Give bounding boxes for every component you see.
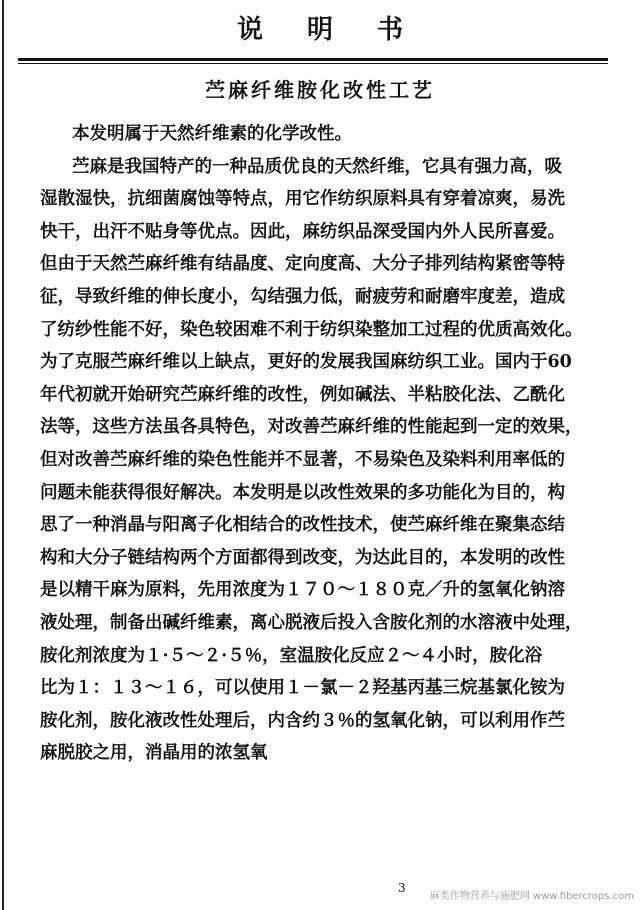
document-title: 苎麻纤维胺化改性工艺: [205, 78, 435, 102]
text-line: 问题未能获得很好解决。本发明是以改性效果的多功能化为目的，构: [40, 482, 565, 503]
text-line: 思了一种消晶与阳离子化相结合的改性技术，使苎麻纤维在聚集态结: [40, 515, 565, 536]
header-rule-thin: [18, 63, 608, 64]
text-line: 但由于天然苎麻纤维有结晶度、定向度高、大分子排列结构紧密等特: [40, 254, 565, 275]
text-line: 是以精干麻为原料，先用浓度为１７０～１８０克／升的氢氧化钠溶: [40, 580, 565, 601]
text-line: 了纺纱性能不好，染色较困难不利于纺织染整加工过程的优质高效化。: [40, 319, 583, 340]
text-line: 苎麻是我国特产的一种品质优良的天然纤维，它具有强力高，吸: [72, 156, 562, 177]
text-line: 比为１：１３～１６，可以使用１－氯－２羟基丙基三烷基氯化铵为: [40, 678, 565, 699]
text-line: 法等，这些方法虽各具特色，对改善苎麻纤维的性能起到一定的效果，: [40, 417, 583, 438]
text-line: 为了克服苎麻纤维以上缺点，更好的发展我国麻纺织工业。国内于60: [40, 352, 572, 373]
text-line: 麻脱胶之用，消晶用的浓氢氧: [40, 743, 268, 764]
page-number: 3: [398, 881, 406, 895]
header-title: 说明书: [236, 15, 447, 45]
site-watermark: 麻类作物营养与施肥网 www.fibercrops.com: [429, 891, 634, 902]
text-line: 快干，出汗不贴身等优点。因此，麻纺织品深受国内外人民所喜爱。: [40, 221, 565, 242]
text-line: 湿散湿快，抗细菌腐蚀等特点，用它作纺织原料具有穿着凉爽，易洗: [40, 189, 565, 210]
page-edge-line: [2, 0, 4, 910]
header-rule-thick: [18, 58, 608, 61]
text-line: 胺化剂浓度为１·５～２·５％，室温胺化反应２～４小时，胺化浴: [40, 645, 543, 666]
text-line: 但对改善苎麻纤维的染色性能并不显著，不易染色及染料利用率低的: [40, 449, 565, 470]
body-text: [40, 118, 592, 770]
text-line: 液处理，制备出碱纤维素，离心脱液后投入含胺化剂的水溶液中处理，: [40, 612, 583, 633]
text-line: 年代初就开始研究苎麻纤维的改性，例如碱法、半粘胶化法、乙酰化: [40, 384, 565, 405]
text-line: 本发明属于天然纤维素的化学改性。: [72, 124, 352, 144]
text-line: 构和大分子链结构两个方面都得到改变，为达此目的，本发明的改性: [40, 547, 565, 568]
text-line: 胺化剂，胺化液改性处理后，内含约３％的氢氧化钠，可以利用作苎: [40, 710, 565, 731]
text-line: 征，导致纤维的伸长度小，勾结强力低，耐疲劳和耐磨牢度差，造成: [40, 286, 565, 307]
